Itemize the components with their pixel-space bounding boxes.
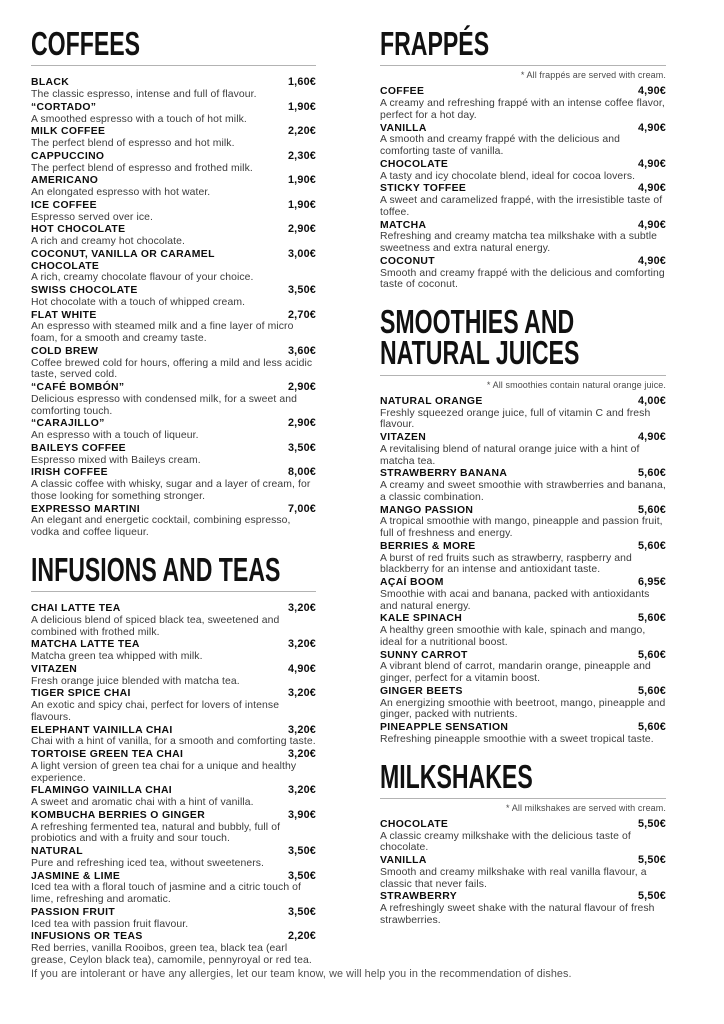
item-price: 3,00€ (287, 247, 316, 260)
item-price: 3,50€ (287, 869, 316, 882)
item-description: Espresso mixed with Baileys cream. (31, 454, 201, 466)
item-name: AMERICANO (31, 175, 99, 187)
item-price: 5,50€ (637, 817, 666, 830)
item-name: CHOCOLATE (380, 818, 449, 830)
item-price: 2,70€ (287, 308, 316, 321)
section-note: * All smoothies contain natural orange juice. (486, 379, 666, 390)
section-items (31, 76, 316, 539)
item-name: MATCHA (380, 219, 427, 231)
allergy-notice: If you are intolerant or have any allergies, let our team know, we will help you in the recommendation of dishes. (31, 968, 572, 980)
item-name: COCONUT, VANILLA OR CARAMEL CHOCOLATE (31, 248, 215, 272)
item-name: “CARAJILLO” (31, 418, 105, 430)
menu-item-kombucha-berries-o-ginger (31, 809, 316, 845)
item-price: 5,60€ (637, 684, 666, 697)
menu-column-right (380, 25, 666, 967)
item-price: 4,90€ (637, 254, 666, 267)
menu-item-natural (31, 845, 316, 870)
item-description: A smoothed espresso with a touch of hot milk. (31, 113, 247, 125)
item-description: Delicious espresso with condensed milk, for a sweet and comforting touch. (31, 393, 297, 417)
item-description: A tasty and icy chocolate blend, ideal for cocoa lovers. (380, 170, 636, 182)
item-description: A sweet and aromatic chai with a hint of vanilla. (31, 797, 254, 809)
item-name: SWISS CHOCOLATE (31, 285, 138, 297)
item-name: NATURAL ORANGE (380, 395, 483, 407)
section-note: * All milkshakes are served with cream. (506, 802, 666, 813)
menu-item-swiss-chocolate (31, 284, 316, 309)
menu-section-infusions-and-teas (31, 550, 316, 967)
item-description: The perfect blend of espresso and hot milk. (31, 138, 235, 150)
menu-section-smoothies-and-natural-juices (380, 303, 666, 745)
menu-item-a-a-boom (380, 576, 666, 612)
item-price: 3,50€ (287, 284, 316, 297)
item-description: Smooth and creamy milkshake with real vanilla flavour, a classic that never fails. (380, 866, 647, 890)
menu-item-mango-passion (380, 504, 666, 540)
item-name: IRISH COFFEE (31, 467, 108, 479)
menu-item-cortado (31, 101, 316, 126)
menu-columns (31, 25, 666, 967)
item-price: 4,90€ (287, 662, 316, 675)
item-price: 2,20€ (287, 930, 316, 943)
item-description: A light version of green tea chai for a unique and healthy experience. (31, 760, 297, 784)
section-title: SMOOTHIES AND NATURAL JUICES (380, 303, 580, 372)
item-price: 4,90€ (637, 157, 666, 170)
item-name: INFUSIONS OR TEAS (31, 931, 143, 943)
item-name: KALE SPINACH (380, 613, 463, 625)
item-description: Chai with a hint of vanilla, for a smooth and comforting taste. (31, 736, 316, 748)
menu-item-black (31, 76, 316, 101)
item-price: 3,50€ (287, 845, 316, 858)
item-name: CHOCOLATE (380, 158, 449, 170)
item-description: Coffee brewed cold for hours, offering a mild and less acidic taste, served cold. (31, 357, 313, 381)
item-description: A smooth and creamy frappé with the delicious and comforting taste of vanilla. (380, 134, 620, 158)
menu-item-vanilla (380, 122, 666, 158)
item-name: AÇAÍ BOOM (380, 577, 444, 589)
item-description: A burst of red fruits such as strawberry, raspberry and blackberry for an intense and antioxidant taste. (380, 552, 632, 576)
section-title: MILKSHAKES (380, 757, 533, 795)
section-divider (380, 375, 666, 376)
item-price: 3,20€ (287, 687, 316, 700)
menu-item-flamingo-vainilla-chai (31, 784, 316, 809)
menu-column-left (31, 25, 316, 967)
menu-item-chocolate (380, 818, 666, 854)
item-name: VITAZEN (380, 432, 427, 444)
item-name: CAPPUCCINO (31, 150, 105, 162)
item-price: 2,20€ (287, 125, 316, 138)
menu-item-matcha-latte-tea (31, 638, 316, 663)
item-description: The perfect blend of espresso and frothed milk. (31, 162, 253, 174)
item-name: FLAT WHITE (31, 309, 97, 321)
menu-item-hot-chocolate (31, 223, 316, 248)
item-name: ICE COFFEE (31, 199, 97, 211)
item-name: BAILEYS COFFEE (31, 442, 126, 454)
item-price: 4,90€ (637, 121, 666, 134)
menu-item-baileys-coffee (31, 442, 316, 467)
section-items (380, 818, 666, 927)
item-description: An exotic and spicy chai, perfect for lovers of intense flavours. (31, 700, 280, 723)
section-items (380, 85, 666, 291)
item-description: Freshly squeezed orange juice, full of vitamin C and fresh flavour. (380, 407, 651, 431)
item-description: A healthy green smoothie with kale, spinach and mango, ideal for a nutritional boost. (380, 625, 646, 648)
section-divider (31, 591, 316, 592)
menu-item-americano (31, 174, 316, 199)
item-price: 1,90€ (287, 100, 316, 113)
item-name: EXPRESSO MARTINI (31, 503, 140, 515)
item-price: 3,60€ (287, 344, 316, 357)
item-description: A classic creamy milkshake with the delicious taste of chocolate. (380, 830, 631, 854)
item-price: 3,20€ (287, 602, 316, 615)
menu-item-chai-latte-tea (31, 602, 316, 638)
item-price: 3,90€ (287, 808, 316, 821)
item-description: An espresso with steamed milk and a fine layer of micro foam, for a smooth and creamy taste. (31, 321, 294, 345)
item-price: 2,90€ (287, 223, 316, 236)
menu-section-milkshakes (380, 757, 666, 927)
menu-item-expresso-martini (31, 503, 316, 539)
item-price: 2,90€ (287, 417, 316, 430)
item-name: BLACK (31, 77, 70, 89)
item-description: A revitalising blend of natural orange juice with a hint of matcha tea. (380, 443, 640, 467)
item-price: 5,60€ (637, 648, 666, 661)
menu-item-milk-coffee (31, 125, 316, 150)
item-name: CHAI LATTE TEA (31, 603, 121, 615)
item-price: 4,90€ (637, 182, 666, 195)
menu-item-tortoise-green-tea-chai (31, 748, 316, 784)
menu-item-matcha (380, 219, 666, 255)
menu-item-flat-white (31, 309, 316, 345)
item-name: PINEAPPLE SENSATION (380, 722, 509, 734)
menu-item-cappuccino (31, 150, 316, 175)
item-name: GINGER BEETS (380, 685, 463, 697)
item-name: COFFEE (380, 86, 425, 98)
menu-item-vanilla (380, 854, 666, 890)
item-description: A rich, creamy chocolate flavour of your choice. (31, 272, 254, 284)
item-description: Refreshing and creamy matcha tea milkshake with a subtle sweetness and extra natural energy. (380, 231, 658, 255)
menu-item-infusions-or-teas (31, 930, 316, 966)
menu-item-kale-spinach (380, 612, 666, 648)
item-price: 5,50€ (637, 854, 666, 867)
menu-item-cold-brew (31, 345, 316, 381)
menu-item-ice-coffee (31, 199, 316, 224)
item-price: 5,60€ (637, 612, 666, 625)
item-name: MATCHA LATTE TEA (31, 639, 140, 651)
item-description: A creamy and refreshing frappé with an intense coffee flavor, perfect for a hot day. (380, 98, 665, 121)
item-price: 5,60€ (637, 721, 666, 734)
item-description: An elegant and energetic cocktail, combining espresso, vodka and coffee liqueur. (31, 515, 291, 539)
item-description: Smooth and creamy frappé with the delicious and comforting taste of coconut. (380, 267, 665, 291)
item-name: STRAWBERRY BANANA (380, 468, 508, 480)
item-description: The classic espresso, intense and full of flavour. (31, 89, 257, 101)
item-price: 7,00€ (287, 502, 316, 515)
menu-section-coffees (31, 25, 316, 539)
menu-section-frapp-s (380, 25, 666, 291)
item-description: A tropical smoothie with mango, pineapple and passion fruit, full of freshness and energy. (380, 516, 663, 540)
menu-item-irish-coffee (31, 466, 316, 502)
menu-item-jasmine-lime (31, 870, 316, 906)
item-name: FLAMINGO VAINILLA CHAI (31, 785, 173, 797)
item-price: 3,50€ (287, 905, 316, 918)
item-description: Smoothie with acai and banana, packed with antioxidants and natural energy. (380, 588, 650, 612)
menu-item-sticky-toffee (380, 182, 666, 218)
item-description: Iced tea with passion fruit flavour. (31, 918, 189, 930)
menu-item-strawberry-banana (380, 467, 666, 503)
menu-item-coconut (380, 255, 666, 291)
menu-item-chocolate (380, 158, 666, 183)
item-price: 1,90€ (287, 198, 316, 211)
item-name: TORTOISE GREEN TEA CHAI (31, 749, 184, 761)
section-items (31, 602, 316, 967)
item-price: 4,00€ (637, 394, 666, 407)
item-description: Red berries, vanilla Rooibos, green tea, black tea (earl grease, Ceylon black tea), camomile, pennyroyal or red tea. (31, 943, 312, 966)
item-name: MILK COFFEE (31, 126, 106, 138)
item-description: A classic coffee with whisky, sugar and a layer of cream, for those looking for something stronger. (31, 479, 311, 502)
section-title: FRAPPÉS (380, 25, 490, 62)
menu-item-coconut-vanilla-or-caramel-chocolate (31, 248, 316, 284)
item-price: 2,30€ (287, 149, 316, 162)
item-description: Fresh orange juice blended with matcha tea. (31, 675, 240, 687)
item-name: “CAFÉ BOMBÓN” (31, 382, 125, 394)
item-price: 5,60€ (637, 503, 666, 516)
item-description: Pure and refreshing iced tea, without sweeteners. (31, 857, 265, 869)
item-name: VITAZEN (31, 663, 78, 675)
item-price: 5,60€ (637, 467, 666, 480)
menu-item-vitazen (31, 663, 316, 688)
item-price: 1,60€ (287, 76, 316, 89)
item-name: TIGER SPICE CHAI (31, 688, 131, 700)
item-name: KOMBUCHA BERRIES O GINGER (31, 809, 206, 821)
item-price: 6,95€ (637, 576, 666, 589)
item-name: BERRIES & MORE (380, 540, 476, 552)
menu-item-caf-bomb-n (31, 381, 316, 417)
item-name: COCONUT (380, 255, 435, 267)
item-price: 3,20€ (287, 748, 316, 761)
section-divider (31, 65, 316, 66)
menu-item-passion-fruit (31, 906, 316, 931)
item-price: 3,20€ (287, 638, 316, 651)
item-price: 1,90€ (287, 174, 316, 187)
menu-item-vitazen (380, 431, 666, 467)
item-description: An energizing smoothie with beetroot, mango, pineapple and ginger, packed with nutrients. (380, 697, 666, 721)
item-description: Matcha green tea whipped with milk. (31, 651, 203, 663)
menu-item-elephant-vainilla-chai (31, 724, 316, 749)
item-name: STRAWBERRY (380, 891, 458, 903)
item-price: 4,90€ (637, 431, 666, 444)
menu-item-coffee (380, 85, 666, 121)
section-title: INFUSIONS AND TEAS (31, 550, 281, 588)
menu-item-pineapple-sensation (380, 721, 666, 746)
section-items (380, 395, 666, 746)
item-description: A refreshing fermented tea, natural and bubbly, full of probiotics and with a fruity and sour touch. (31, 821, 281, 845)
item-description: A delicious blend of spiced black tea, sweetened and combined with frothed milk. (31, 614, 280, 638)
item-description: A sweet and caramelized frappé, with the irresistible taste of toffee. (380, 195, 663, 218)
item-price: 5,50€ (637, 890, 666, 903)
item-name: STICKY TOFFEE (380, 183, 467, 195)
menu-item-tiger-spice-chai (31, 687, 316, 723)
item-price: 4,90€ (637, 218, 666, 231)
menu-item-sunny-carrot (380, 649, 666, 685)
item-name: PASSION FRUIT (31, 906, 116, 918)
item-name: “CORTADO” (31, 101, 97, 113)
item-description: A creamy and sweet smoothie with strawberries and banana, a classic combination. (380, 480, 666, 503)
item-description: A vibrant blend of carrot, mandarin orange, pineapple and ginger, perfect for a vitamin boost. (380, 661, 651, 685)
item-price: 3,20€ (287, 784, 316, 797)
item-description: A rich and creamy hot chocolate. (31, 236, 185, 248)
item-name: MANGO PASSION (380, 504, 474, 516)
item-description: Refreshing pineapple smoothie with a sweet tropical taste. (380, 733, 654, 745)
item-name: JASMINE & LIME (31, 870, 121, 882)
item-name: COLD BREW (31, 345, 99, 357)
item-name: HOT CHOCOLATE (31, 224, 126, 236)
menu-item-carajillo (31, 417, 316, 442)
item-description: Espresso served over ice. (31, 211, 154, 223)
item-price: 4,90€ (637, 85, 666, 98)
item-description: An elongated espresso with hot water. (31, 187, 211, 199)
item-name: SUNNY CARROT (380, 649, 468, 661)
section-note: * All frappés are served with cream. (520, 70, 666, 81)
item-price: 3,50€ (287, 441, 316, 454)
item-description: An espresso with a touch of liqueur. (31, 430, 199, 442)
item-price: 5,60€ (637, 539, 666, 552)
item-description: Hot chocolate with a touch of whipped cream. (31, 296, 246, 308)
item-price: 3,20€ (287, 723, 316, 736)
item-name: VANILLA (380, 855, 427, 867)
item-price: 8,00€ (287, 466, 316, 479)
item-name: ELEPHANT VAINILLA CHAI (31, 724, 173, 736)
item-description: Iced tea with a floral touch of jasmine and a citric touch of lime, refreshing and aromatic. (31, 882, 302, 906)
menu-item-ginger-beets (380, 685, 666, 721)
item-description: A refreshingly sweet shake with the natural flavour of fresh strawberries. (380, 903, 655, 926)
menu-item-natural-orange (380, 395, 666, 431)
item-name: NATURAL (31, 846, 83, 858)
menu-item-strawberry (380, 890, 666, 926)
section-divider (380, 65, 666, 66)
item-price: 2,90€ (287, 381, 316, 394)
section-divider (380, 798, 666, 799)
menu-item-berries-more (380, 540, 666, 576)
item-name: VANILLA (380, 122, 427, 134)
section-title: COFFEES (31, 25, 141, 62)
